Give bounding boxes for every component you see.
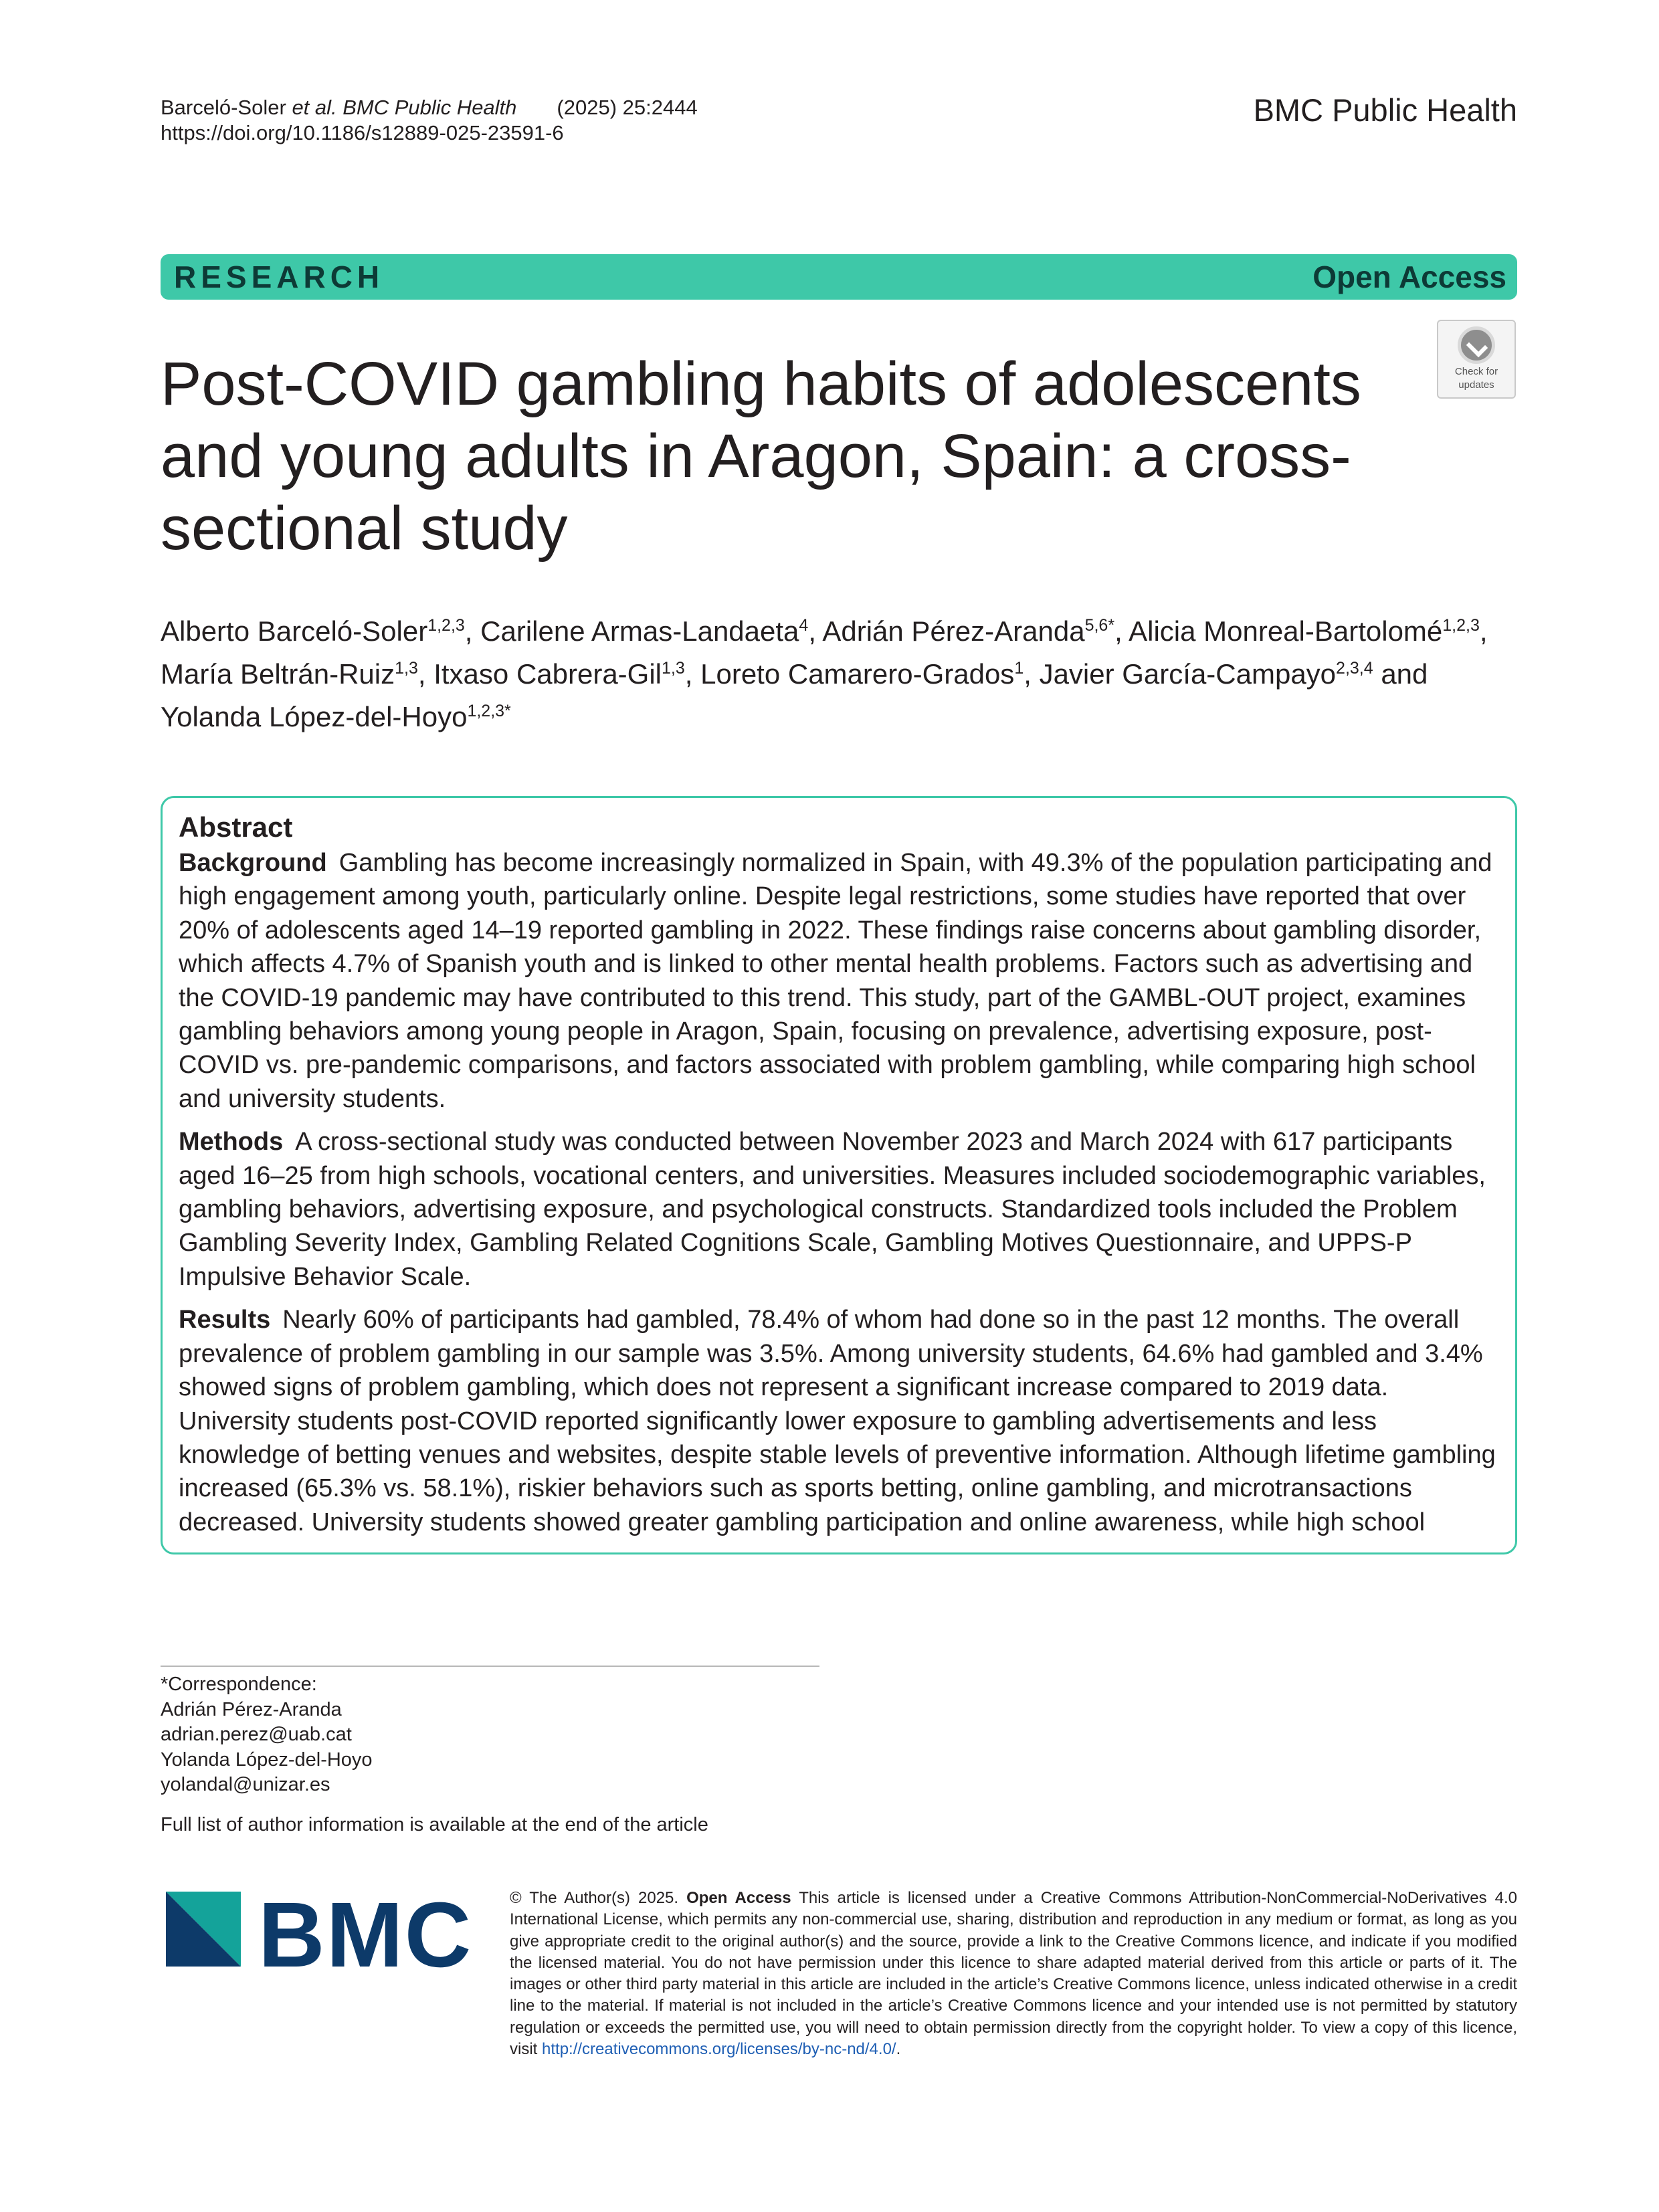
author-affiliation: 1,3 xyxy=(662,659,685,678)
doi-link[interactable]: https://doi.org/10.1186/s12889-025-23591-6 xyxy=(161,121,564,144)
author-affiliation: 1,2,3* xyxy=(467,702,511,720)
abstract-heading: Abstract xyxy=(179,811,293,843)
check-for-updates-badge[interactable] xyxy=(1437,320,1516,399)
correspondence-email-1[interactable]: adrian.perez@uab.cat xyxy=(161,1724,352,1745)
author-affiliation: 1,2,3 xyxy=(1442,616,1480,635)
author-name: Carilene Armas-Landaeta xyxy=(480,615,799,647)
author-separator: , xyxy=(417,658,434,690)
author-name: Alicia Monreal-Bartolomé xyxy=(1129,615,1443,647)
correspondence-label: *Correspondence: xyxy=(161,1674,317,1695)
author-info-note: Full list of author information is available at the end of the article xyxy=(161,1814,708,1835)
author-affiliation: 1,3 xyxy=(395,659,418,678)
check-for-updates-line1: Check for xyxy=(1454,366,1498,377)
running-header-citation xyxy=(161,95,698,146)
author-affiliation: 5,6* xyxy=(1084,616,1115,635)
correspondence-email-2[interactable]: yolandal@unizar.es xyxy=(161,1774,330,1795)
license-url-link[interactable]: http://creativecommons.org/licenses/by-nc-nd/4.0/ xyxy=(542,2040,896,2059)
author-name: Adrián Pérez-Aranda xyxy=(822,615,1085,647)
author-name: Alberto Barceló-Soler xyxy=(161,615,428,647)
author-name: Yolanda López-del-Hoyo xyxy=(161,701,468,732)
correspondence-name-2: Yolanda López-del-Hoyo xyxy=(161,1748,373,1771)
abstract-methods xyxy=(179,1125,1500,1294)
author-separator: , xyxy=(684,658,701,690)
background-label: Background xyxy=(179,849,327,877)
author-separator-last: and xyxy=(1373,658,1428,690)
open-access-label: Open Access xyxy=(1312,260,1506,294)
article-title: Post-COVID gambling habits of adolescents and young adults in Aragon, Spain: a cross-sectional study xyxy=(161,350,1361,563)
background-text: Gambling has become increasingly normalized in Spain, with 49.3% of the population participating and high engagement among youth, particularly online. Despite legal restrictions, some studies have reported that over 20% of adolescents aged 14–19 reported gambling in 2022. These findings raise concerns about gambling disorder, which affects 4.7% of Spanish youth and is linked to other mental health problems. Factors such as advertising and the COVID-19 pandemic may have contributed to this trend. This study, part of the GAMBL-OUT project, examines gambling behaviors among young people in Aragon, Spain, focusing on prevalence, advertising exposure, post-COVID vs. pre-pandemic comparisons, and factors associated with problem gambling, while comparing high school and university students. xyxy=(179,849,1492,1113)
license-open-access: Open Access xyxy=(686,1889,791,1907)
bmc-logo xyxy=(166,1884,473,1987)
methods-label: Methods xyxy=(179,1128,284,1157)
author-name: Javier García-Campayo xyxy=(1039,658,1337,690)
results-text: Nearly 60% of participants had gambled, 78.4% of whom had done so in the past 12 months. The overall prevalence of problem gambling in our sample was 3.5%. Among university students, 64.6% had gambled and 3.4% showed signs of problem gambling, which does not represent a significant increase compared to 2019 data. University students post-COVID reported significantly lower exposure to gambling advertisements and less knowledge of betting venues and websites, despite stable levels of preventive information. Although lifetime gambling increased (65.3% vs. 58.1%), riskier behaviors such as sports betting, online gambling, and microtransactions decreased. University students showed greater gambling participation and online awareness, while high school xyxy=(179,1306,1496,1536)
copyright-text: © The Author(s) 2025. xyxy=(510,1889,679,1907)
abstract-background xyxy=(179,846,1500,1116)
abstract-results xyxy=(179,1303,1500,1539)
author-separator: , xyxy=(464,615,481,647)
author-list xyxy=(161,610,1498,738)
footnote-divider xyxy=(161,1666,819,1667)
article-type-banner xyxy=(161,254,1517,300)
methods-text: A cross-sectional study was conducted between November 2023 and March 2024 with 617 participants aged 16–25 from high schools, vocational centers, and universities. Measures included sociodemographic variables, gambling behaviors, advertising exposure, and psychological constructs. Standardized tools included the Problem Gambling Severity Index, Gambling Related Cognitions Scale, Gambling Motives Questionnaire, and UPPS-P Impulsive Behavior Scale. xyxy=(179,1128,1486,1291)
header-journal: et al. BMC Public Health xyxy=(292,96,517,119)
author-name: Itxaso Cabrera-Gil xyxy=(433,658,662,690)
results-label: Results xyxy=(179,1306,271,1334)
author-separator: , xyxy=(1023,658,1040,690)
check-for-updates-icon xyxy=(1458,326,1495,364)
article-type-label: RESEARCH xyxy=(174,260,385,294)
citation-line xyxy=(161,95,698,120)
author-separator: , xyxy=(1479,615,1488,647)
abstract-box xyxy=(161,796,1517,1554)
author-name: María Beltrán-Ruiz xyxy=(161,658,395,690)
correspondence-block xyxy=(161,1672,373,1798)
author-separator: , xyxy=(808,615,823,647)
author-affiliation: 1,2,3 xyxy=(427,616,465,635)
author-affiliation: 1 xyxy=(1014,659,1024,678)
correspondence-name-1: Adrián Pérez-Aranda xyxy=(161,1698,342,1720)
license-text: This article is licensed under a Creative Commons Attribution-NonCommercial-NoDerivatives 4.0 International License, which permits any non-commercial use, sharing, distribution and reproduction in any medium or format, as long as you give appropriate credit to the original author(s) and the source, provide a link to the Creative Commons licence, and indicate if you modified the licensed material. You do not have permission under this licence to share adapted material derived from this article or parts of it. The images or other third party material in this article are included in the article’s Creative Commons licence, unless indicated otherwise in a credit line to the material. If material is not included in the article’s Creative Commons licence and your intended use is not permitted by statutory regulation or exceeds the permitted use, you will need to obtain permission directly from the copyright holder. To view a copy of this licence, visit xyxy=(510,1889,1518,2059)
author-name: Loreto Camarero-Grados xyxy=(700,658,1015,690)
license-statement xyxy=(510,1888,1517,2060)
license-end: . xyxy=(896,2040,901,2059)
author-separator: , xyxy=(1114,615,1129,647)
author-affiliation: 4 xyxy=(799,616,809,635)
author-affiliation: 2,3,4 xyxy=(1336,659,1373,678)
check-for-updates-line2: updates xyxy=(1458,379,1494,391)
bmc-logo-text: BMC xyxy=(258,1884,473,1987)
header-authors: Barceló-Soler xyxy=(161,96,286,119)
header-year-volume: (2025) 25:2444 xyxy=(557,96,698,119)
journal-name: BMC Public Health xyxy=(1253,92,1517,128)
bmc-logo-mark-icon xyxy=(166,1892,241,1967)
